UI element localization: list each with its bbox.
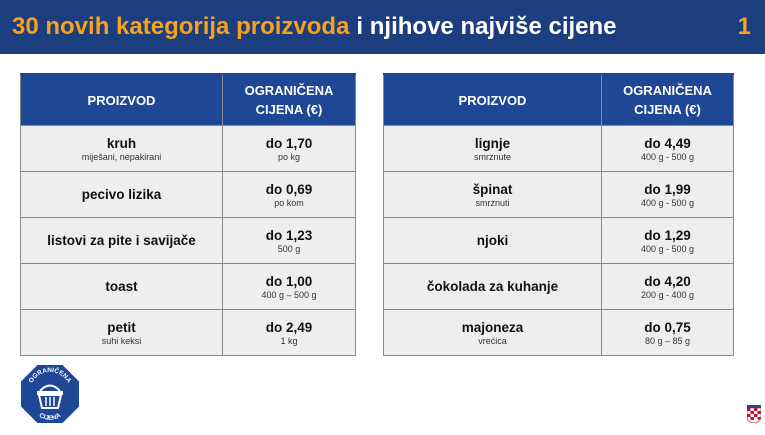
price-value: do 4,20 <box>644 273 691 289</box>
product-cell <box>384 264 602 310</box>
price-unit: 400 g - 500 g <box>640 151 695 162</box>
column-header-price-line1: OGRANIČENA <box>623 83 712 98</box>
table-row <box>384 310 734 356</box>
price-unit: 400 g - 500 g <box>640 243 695 254</box>
price-value: do 1,00 <box>265 273 313 289</box>
price-value: do 1,23 <box>265 227 313 243</box>
product-name: pecivo lizika <box>81 187 162 202</box>
price-value: do 2,49 <box>265 319 313 335</box>
product-name: špinat <box>472 181 513 197</box>
product-subtitle: smrznute <box>473 151 511 162</box>
table-header-row <box>384 74 734 126</box>
column-header-price-line2: CIJENA (€) <box>634 102 701 117</box>
price-unit: 80 g – 85 g <box>644 335 691 346</box>
product-subtitle: smrznuti <box>475 197 510 208</box>
title-rest: i njihove najviše cijene <box>356 13 617 40</box>
price-cell <box>223 172 356 218</box>
column-header-price-line2: CIJENA (€) <box>255 102 323 117</box>
table-row <box>21 310 356 356</box>
table-row <box>384 126 734 172</box>
table-row <box>21 126 356 172</box>
product-cell <box>21 126 223 172</box>
logo-text-top: OGRANIČENA <box>27 366 73 385</box>
product-name: majoneza <box>461 319 524 335</box>
price-unit: po kom <box>274 197 304 208</box>
product-cell <box>21 218 223 264</box>
price-cell <box>602 310 734 356</box>
column-header-price <box>602 74 734 126</box>
price-unit: 200 g - 400 g <box>640 289 695 300</box>
product-cell <box>21 172 223 218</box>
product-cell <box>21 264 223 310</box>
croatian-coat-of-arms-icon <box>747 405 761 423</box>
price-cell <box>602 172 734 218</box>
column-header-price-line1: OGRANIČENA <box>244 83 334 98</box>
table-row <box>384 218 734 264</box>
column-header-product: PROIZVOD <box>21 74 223 126</box>
price-cell <box>223 126 356 172</box>
title-highlight: 30 novih kategorija proizvoda <box>12 13 350 40</box>
column-header-product: PROIZVOD <box>384 74 602 126</box>
price-value: do 1,29 <box>644 227 691 243</box>
table-row <box>384 264 734 310</box>
price-cell <box>223 264 356 310</box>
price-value: do 1,99 <box>644 181 691 197</box>
product-subtitle: suhi keksi <box>101 335 142 346</box>
product-subtitle: vrećica <box>478 335 507 346</box>
table-row <box>21 264 356 310</box>
product-name: njoki <box>476 233 509 248</box>
price-cell <box>223 218 356 264</box>
price-cell <box>602 126 734 172</box>
price-unit: po kg <box>277 151 301 162</box>
product-name: petit <box>107 319 136 335</box>
price-cell <box>602 264 734 310</box>
price-table-left <box>20 73 356 356</box>
product-name: listovi za pite i savijače <box>47 233 196 248</box>
table-row <box>21 172 356 218</box>
price-value: do 4,49 <box>644 135 691 151</box>
product-name: toast <box>105 279 138 294</box>
table-header-row <box>21 74 356 126</box>
product-name: čokolada za kuhanje <box>426 279 559 294</box>
basket-icon <box>18 362 82 426</box>
slide-header <box>0 0 765 54</box>
price-value: do 0,69 <box>265 181 313 197</box>
price-unit: 400 g – 500 g <box>261 289 317 300</box>
price-unit: 1 kg <box>280 335 298 346</box>
table-row <box>21 218 356 264</box>
product-name: lignje <box>474 135 511 151</box>
price-cell <box>223 310 356 356</box>
column-header-price <box>223 74 356 126</box>
product-cell <box>21 310 223 356</box>
product-cell <box>384 218 602 264</box>
ogranicena-cijena-logo <box>18 362 82 426</box>
table-row <box>384 172 734 218</box>
product-cell <box>384 310 602 356</box>
price-unit: 500 g <box>277 243 301 254</box>
product-name: kruh <box>106 135 137 151</box>
price-value: do 0,75 <box>644 319 691 335</box>
price-table-right <box>383 73 734 356</box>
price-cell <box>602 218 734 264</box>
product-cell <box>384 126 602 172</box>
logo-text-bottom: CIJENA <box>37 411 63 423</box>
product-subtitle: miješani, nepakirani <box>81 151 162 162</box>
product-cell <box>384 172 602 218</box>
page-number: 1 <box>737 13 751 40</box>
price-unit: 400 g - 500 g <box>640 197 695 208</box>
price-value: do 1,70 <box>265 135 313 151</box>
